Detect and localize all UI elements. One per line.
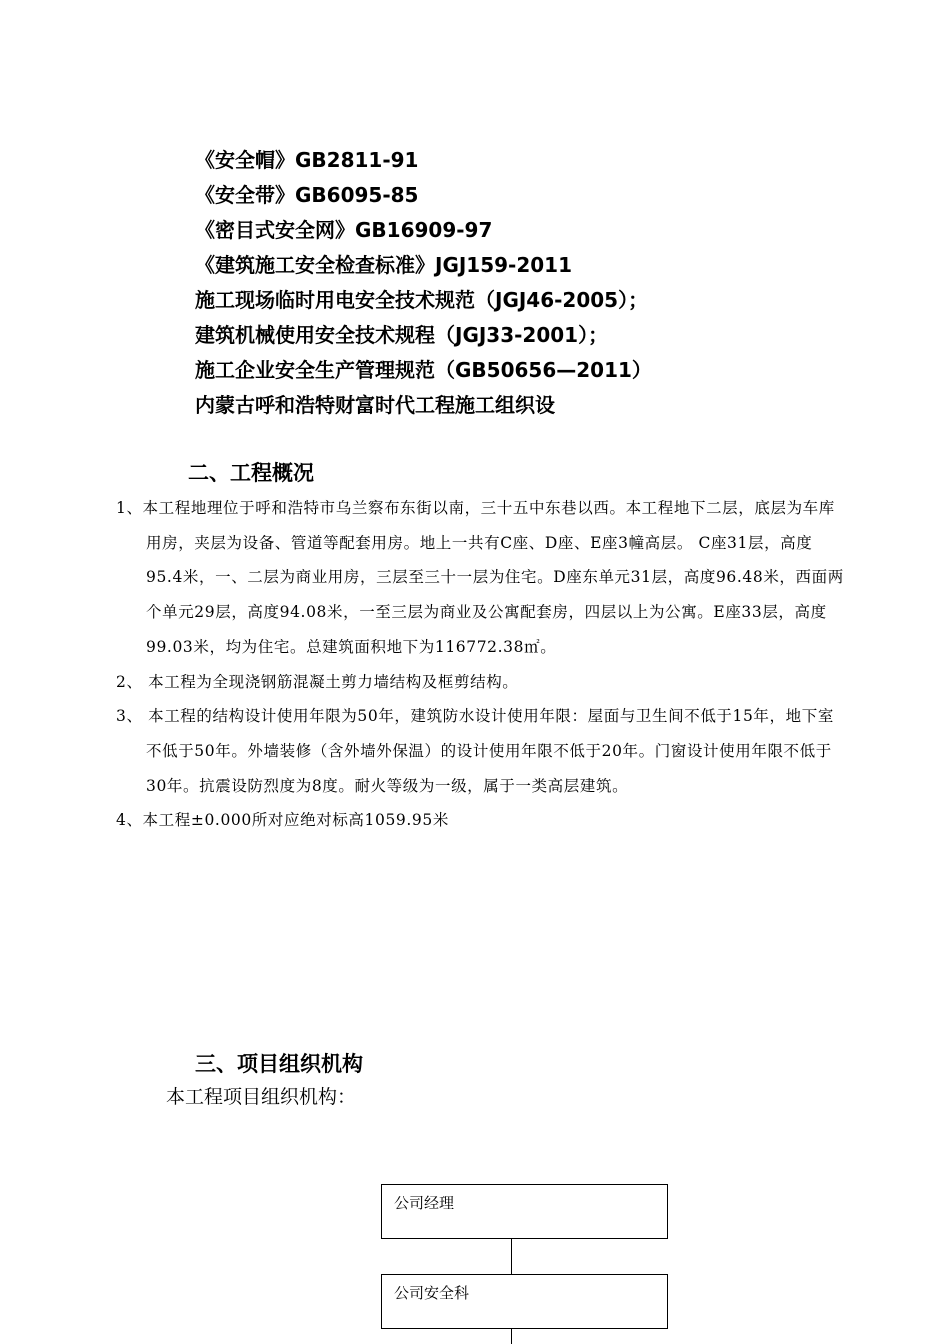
section-2-heading: 二、工程概况 xyxy=(188,461,314,485)
section-3-heading: 三、项目组织机构 xyxy=(195,1052,363,1076)
org-connector-line xyxy=(511,1239,512,1274)
reference-item: 《安全带》GB6095-85 xyxy=(195,183,419,207)
reference-item: 《建筑施工安全检查标准》JGJ159-2011 xyxy=(195,253,573,277)
org-box-company-manager: 公司经理 xyxy=(381,1184,668,1239)
overview-item: 3、 本工程的结构设计使用年限为50年，建筑防水设计使用年限：屋面与卫生间不低于15年，地下室不低于50年。外墙装修（含外墙外保温）的设计使用年限不低于20年。门窗设计使用年限不低于30年。抗震设防烈度为8度。耐火等级为一级，属于一类高层建筑。 xyxy=(116,707,834,795)
reference-item: 内蒙古呼和浩特财富时代工程施工组织设 xyxy=(195,393,555,417)
org-intro-text: 本工程项目组织机构： xyxy=(166,1086,357,1108)
reference-item: 施工企业安全生产管理规范（GB50656—2011） xyxy=(195,358,652,382)
reference-item: 《安全帽》GB2811-91 xyxy=(195,148,419,172)
project-overview-list xyxy=(116,491,846,838)
reference-item: 《密目式安全网》GB16909-97 xyxy=(195,218,493,242)
overview-item: 4、本工程±0.000所对应绝对标高1059.95米 xyxy=(116,811,449,830)
overview-item: 1、本工程地理位于呼和浩特市乌兰察布东街以南，三十五中东巷以西。本工程地下二层，底层为车库用房，夹层为设备、管道等配套用房。地上一共有C座、D座、E座3幢高层。 C座31层，高度95.4米，一、二层为商业用房，三层至三十一层为住宅。D座东单元31层，高度96.48米，西面两个单元29层，高度94.08米，一至三层为商业及公寓配套房，四层以上为公寓。E座33层，高度99.03米，均为住宅。总建筑面积地下为116772.38㎡。 xyxy=(116,499,844,656)
org-connector-line xyxy=(511,1329,512,1344)
reference-item: 建筑机械使用安全技术规程（JGJ33-2001）； xyxy=(195,323,609,347)
overview-item: 2、 本工程为全现浇钢筋混凝土剪力墙结构及框剪结构。 xyxy=(116,672,519,691)
reference-standards-list xyxy=(195,143,652,423)
reference-item: 施工现场临时用电安全技术规范（JGJ46-2005）； xyxy=(195,288,649,312)
org-box-safety-department: 公司安全科 xyxy=(381,1274,668,1329)
